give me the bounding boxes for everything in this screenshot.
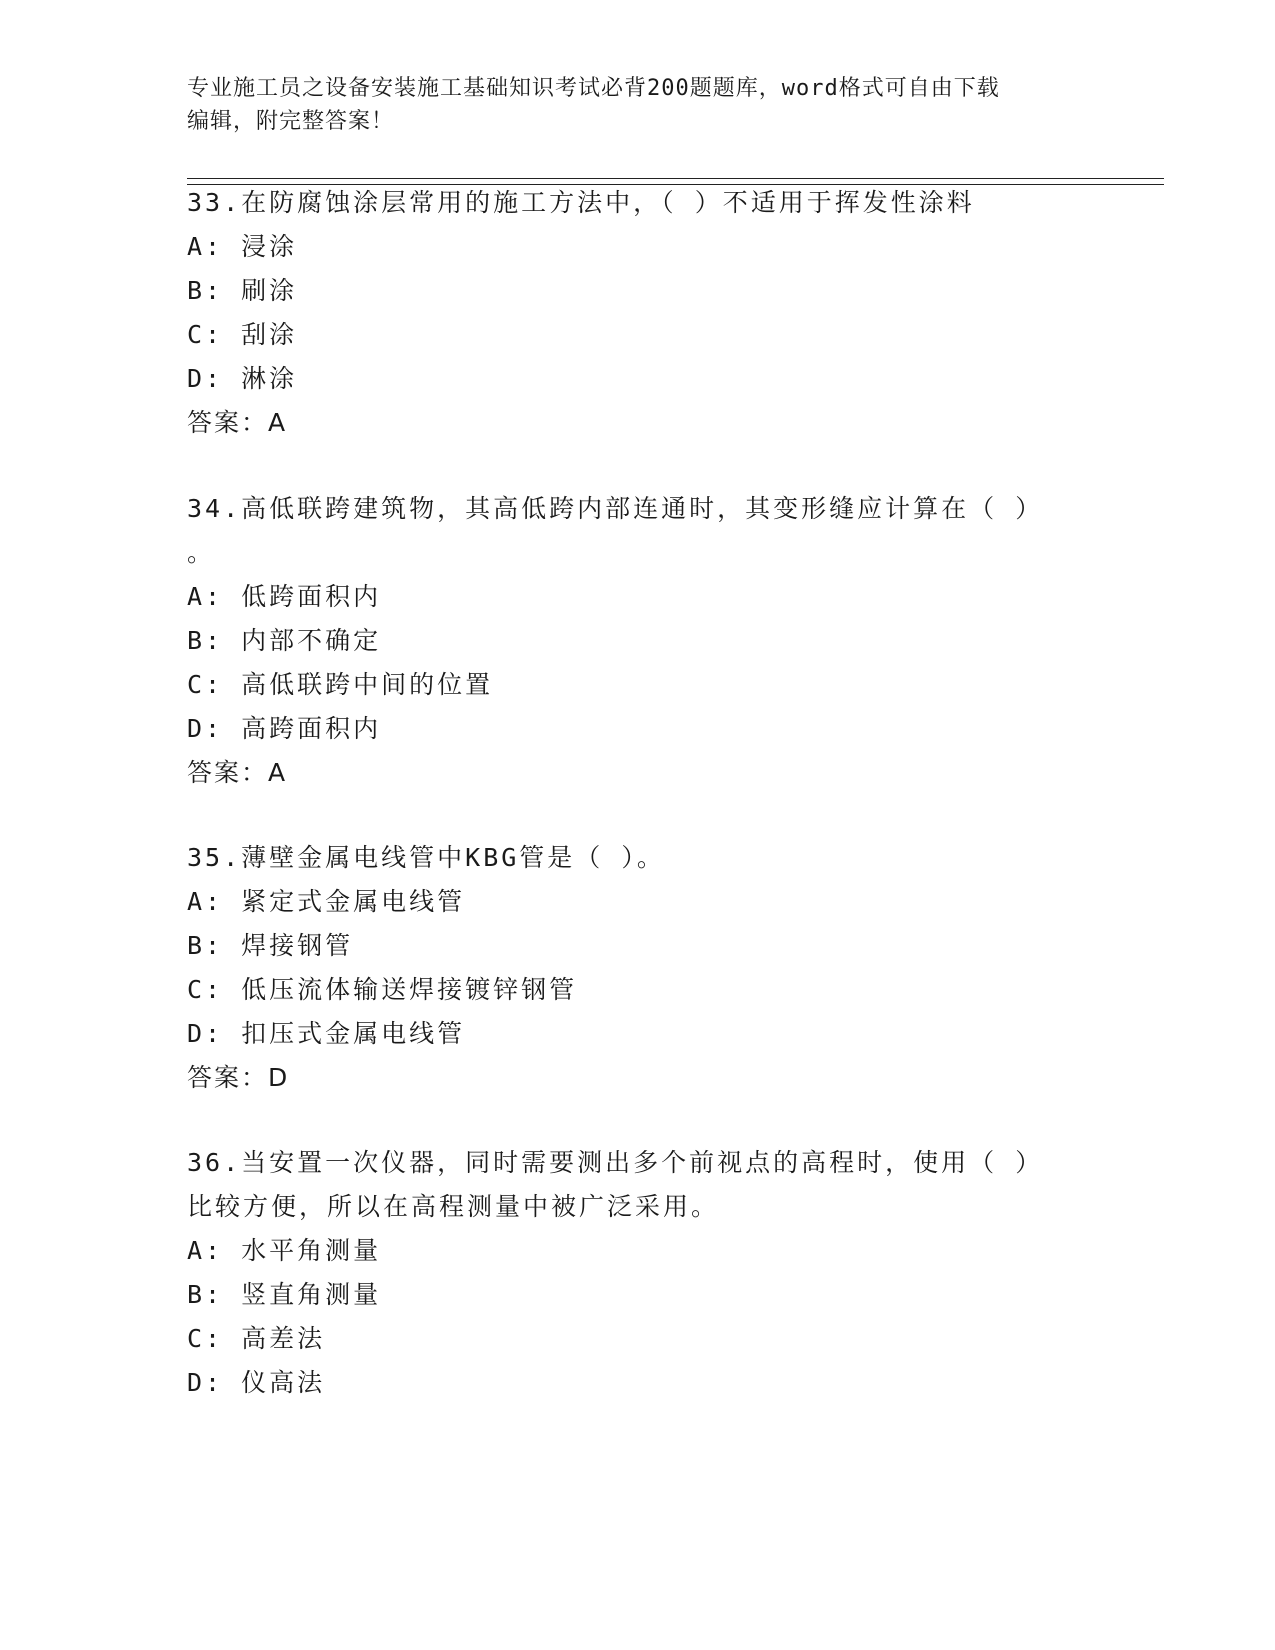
option-a: A: 低跨面积内	[187, 582, 382, 611]
option-a: A: 浸涂	[187, 232, 298, 261]
answer: 答案：A	[187, 758, 288, 787]
header-divider-bottom	[187, 184, 1164, 185]
option-b: B: 焊接钢管	[187, 931, 354, 960]
option-a: A: 水平角测量	[187, 1236, 382, 1265]
option-b: B: 竖直角测量	[187, 1280, 382, 1309]
option-b: B: 刷涂	[187, 276, 298, 305]
header-line-2: 编辑，附完整答案！	[187, 109, 395, 134]
question-stem: 36.当安置一次仪器，同时需要测出多个前视点的高程时，使用（ ）	[187, 1148, 1044, 1177]
option-c: C: 高低联跨中间的位置	[187, 670, 494, 699]
option-b: B: 内部不确定	[187, 626, 382, 655]
option-d: D: 淋涂	[187, 364, 298, 393]
header-divider-top	[187, 178, 1164, 179]
answer: 答案：D	[187, 1063, 290, 1092]
answer: 答案：A	[187, 408, 288, 437]
option-a: A: 紧定式金属电线管	[187, 887, 466, 916]
option-c: C: 低压流体输送焊接镀锌钢管	[187, 975, 578, 1004]
question-stem: 33.在防腐蚀涂层常用的施工方法中，（ ）不适用于挥发性涂料	[187, 188, 975, 217]
document-header	[187, 72, 1067, 138]
question-stem: 34.高低联跨建筑物，其高低跨内部连通时，其变形缝应计算在（ ）	[187, 494, 1044, 523]
option-d: D: 高跨面积内	[187, 714, 382, 743]
question-stem-continued: 。	[187, 538, 216, 567]
header-line-1: 专业施工员之设备安装施工基础知识考试必背200题题库，word格式可自由下载	[187, 76, 1000, 101]
option-d: D: 扣压式金属电线管	[187, 1019, 466, 1048]
option-c: C: 刮涂	[187, 320, 298, 349]
question-stem-continued: 比较方便，所以在高程测量中被广泛采用。	[187, 1192, 720, 1221]
option-d: D: 仪高法	[187, 1368, 326, 1397]
question-stem: 35.薄壁金属电线管中KBG管是（ ）。	[187, 843, 665, 872]
option-c: C: 高差法	[187, 1324, 326, 1353]
